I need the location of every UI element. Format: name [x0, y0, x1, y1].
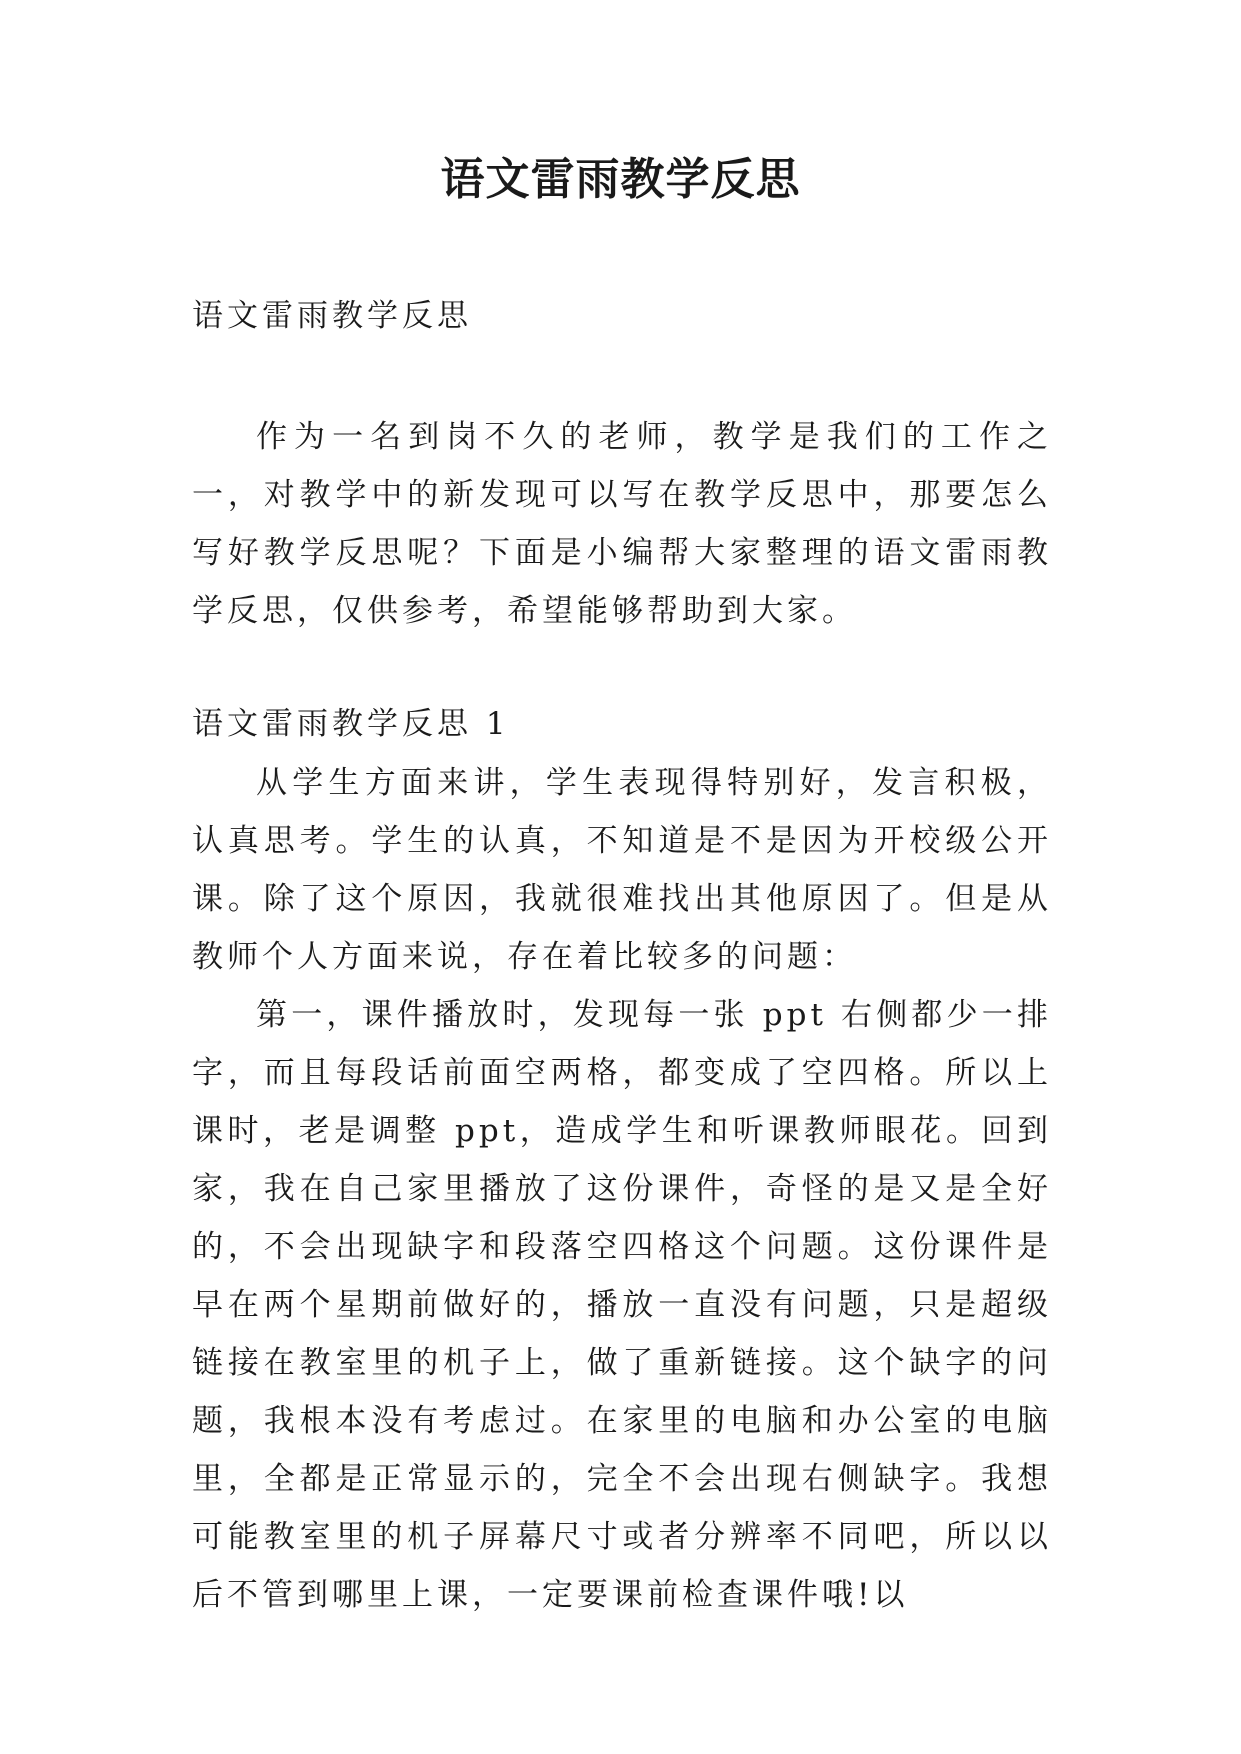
document-subtitle: 语文雷雨教学反思 [192, 298, 472, 334]
body-paragraph: 第一，课件播放时，发现每一张 ppt 右侧都少一排字，而且每段话前面空两格，都变成了空四格。所以上课时，老是调整 ppt，造成学生和听课教师眼花。回到家，我在自己家里播放了这份课件，奇怪的是又是全好的，不会出现缺字和段落空四格这个问题。这份课件是早在两个星期前做好的，播放一直没有问题，只是超级链接在教室里的机子上，做了重新链接。这个缺字的问题，我根本没有考虑过。在家里的电脑和办公室的电脑里，全都是正常显示的，完全不会出现右侧缺字。我想可能教室里的机子屏幕尺寸或者分辨率不同吧，所以以后不管到哪里上课，一定要课前检查课件哦!以 [192, 997, 1052, 1613]
section-heading: 语文雷雨教学反思 1 [192, 706, 510, 742]
body-paragraph: 从学生方面来讲，学生表现得特别好，发言积极，认真思考。学生的认真，不知道是不是因为开校级公开课。除了这个原因，我就很难找出其他原因了。但是从教师个人方面来说，存在着比较多的问题： [192, 765, 1052, 975]
intro-paragraph: 作为一名到岗不久的老师，教学是我们的工作之一，对教学中的新发现可以写在教学反思中，那要怎么写好教学反思呢？下面是小编帮大家整理的语文雷雨教学反思，仅供参考，希望能够帮助到大家。 [192, 419, 1052, 629]
document-title: 语文雷雨教学反思 [440, 154, 801, 205]
section-body [192, 754, 1052, 1624]
